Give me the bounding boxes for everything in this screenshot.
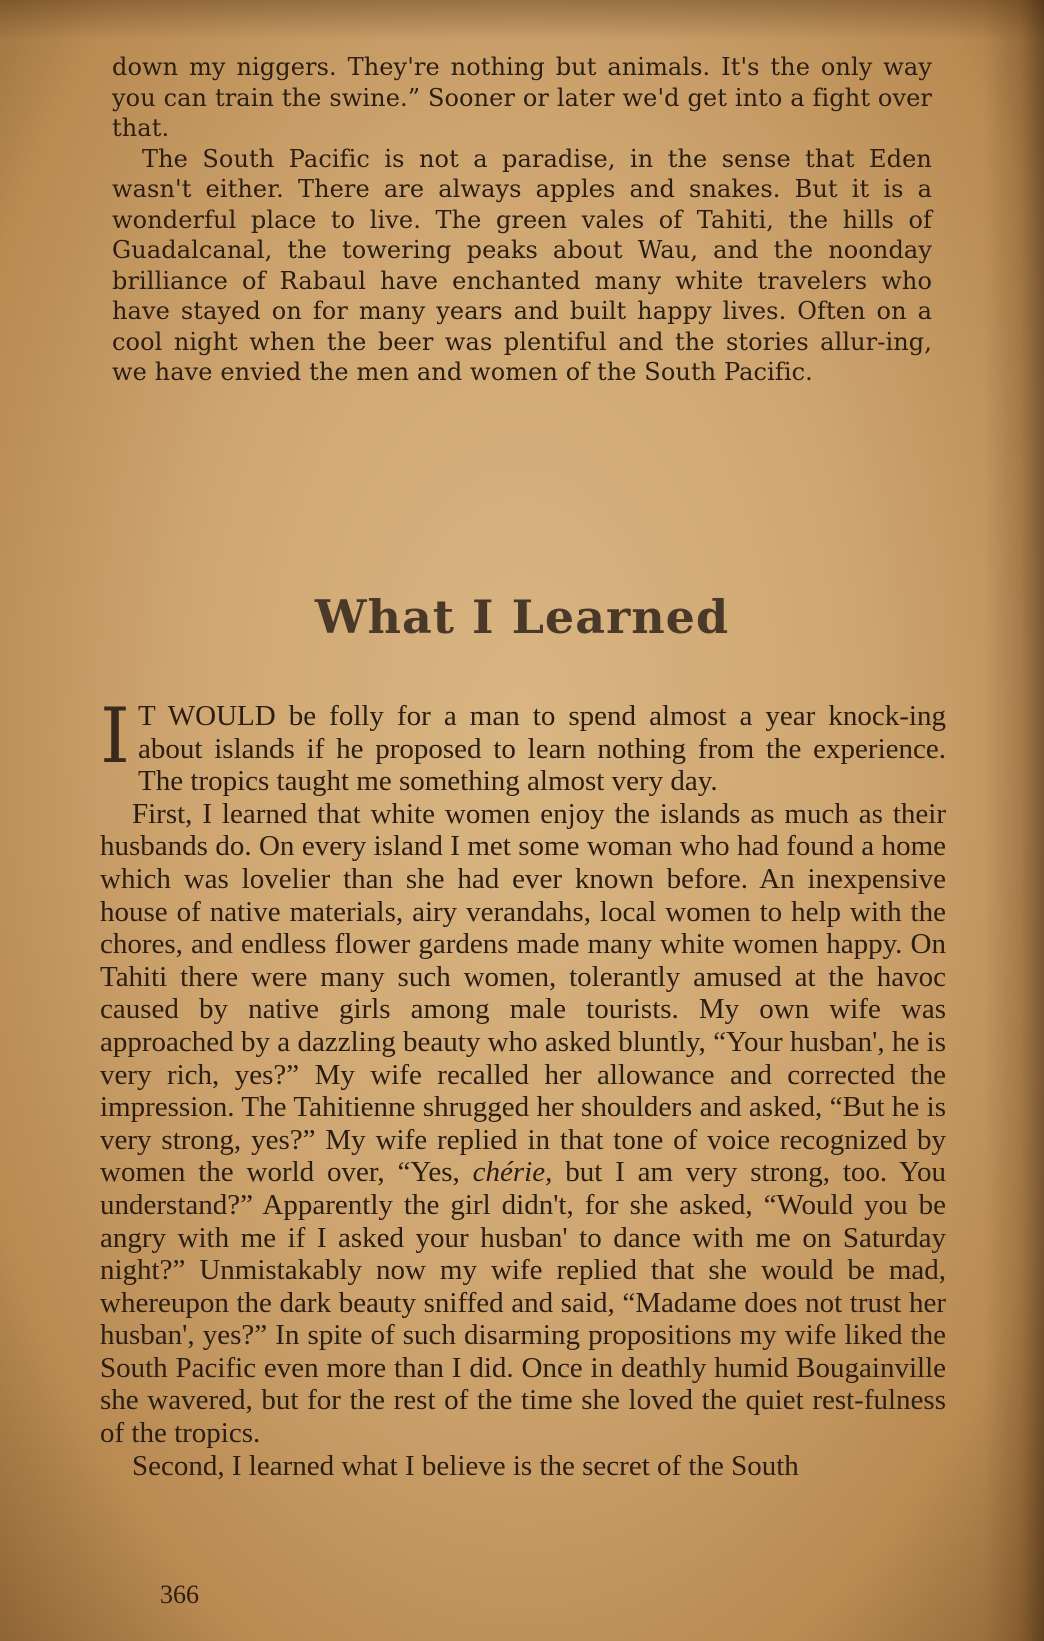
paragraph: The South Pacific is not a paradise, in the sense that Eden wasn't either. There are always apples and snakes. But it is a wonderful place to live. The green vales of Tahiti, the hills of Guadalcanal, the towering peaks about Wau, and the noonday brilliance of Rabaul have enchanted many white travelers who have stayed on for many years and built happy lives. Often on a cool night when the beer was plentiful and the stories allur-ing, we have envied the men and women of the South Pacific.	[112, 144, 932, 386]
chapter-body	[100, 691, 946, 1482]
opening-paragraph	[100, 691, 946, 798]
previous-chapter-ending	[112, 52, 932, 388]
paragraph	[100, 798, 946, 1450]
paragraph: Second, I learned what I believe is the secret of the South	[132, 1449, 799, 1482]
paragraph-text: be folly for a man to spend almost a year knock-ing about islands if he proposed to learn nothing from the experience. The tropics taught me something almost very day.	[138, 700, 946, 798]
italic-word: chérie,	[472, 1156, 553, 1189]
page-shadow-top	[0, 0, 1044, 40]
page-shadow-right	[984, 0, 1044, 1641]
drop-cap: I	[100, 691, 131, 780]
paragraph-text: First, I learned that white women enjoy the islands as much as their husbands do. On every island I met some woman who had found a home which was lovelier than she had ever known before. An inexpensive house of native materials, airy verandahs, local women to help with the chores, and endless flower gardens made many white women happy. On Tahiti there were many such women, tolerantly amused at the havoc caused by native girls among male tourists. My own wife was approached by a dazzling beauty who asked bluntly, “Your husban', he is very rich, yes?” My wife recalled her allowance and corrected the impression. The Tahitienne shrugged her shoulders and asked, “But he is very strong, yes?” My wife replied in that tone of voice recognized by women the world over, “Yes,	[100, 797, 946, 1189]
paragraph: down my niggers. They're nothing but animals. It's the only way you can train the swine.” Sooner or later we'd get into a fight over that.	[112, 53, 932, 142]
chapter-title: What I Learned	[314, 590, 730, 644]
paragraph-text: but I am very strong, too. You understand?” Apparently the girl didn't, for she asked, “Would you be angry with me if I asked your husban' to dance with me on Saturday night?” Unmistakably now my wife replied that she would be mad, whereupon the dark beauty sniffed and said, “Madame does not trust her husban', yes?” In spite of such disarming propositions my wife liked the South Pacific even more than I did. Once in deathly humid Bougainville she wavered, but for the rest of the time she loved the quiet rest-fulness of the tropics.	[100, 1156, 946, 1450]
opening-caps: T WOULD	[138, 700, 276, 732]
page-number: 366	[160, 1580, 199, 1609]
